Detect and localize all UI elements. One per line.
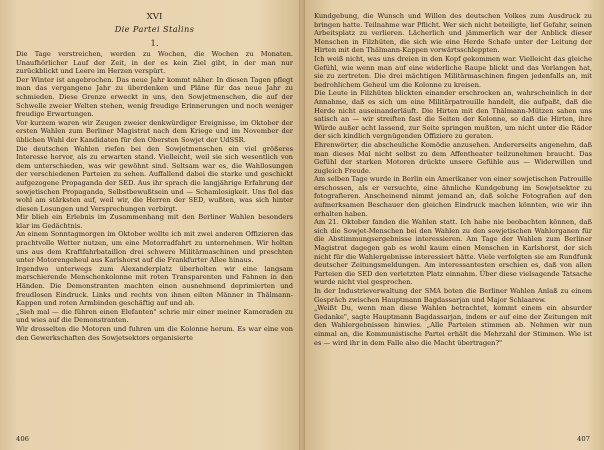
paragraph: In der Industrieverwaltung der SMA boten die Berliner Wahlen Anlaß zu einem Gespräch zwischen Hauptmann Bagdassarjan und Major Schlaarew. [314, 287, 592, 304]
paragraph: „Weißt Du, wenn man diese Wahlen betrachtet, kommt einem ein absurder Gedanke", sagte Hauptmann Bagdassarjan, indem er auf eine der Zeitungen mit den Wahlergebnissen hinwies. „Alle Parteien stimmen ab. Nehmen wir nun einmal an, die Kommunistische Partei erhält die Mehrzahl der Stimmen. Wie ist es — wird ihr in dem Falle also die Macht übertragen?" [314, 304, 592, 347]
paragraph: Ehrenwörter, die abscheuliche Komödie anzusehen. Andererseits angenehm, daß man dieses Mal nicht selbst zu dem Affentheater teilzunehmen braucht. Das Gefühl der starken Motoren drückte unsere Gefühle aus — Widerwillen und zugleich Freude. [314, 140, 592, 175]
paragraph: Ich weiß nicht, was uns dreien in den Kopf gekommen war. Vielleicht das gleiche Gefühl, wie wenn man auf eine widerliche Raupe blickt und das Verlangen hat, sie zu zertreten. Die drei mächtigen Militärmaschinen fingen jedenfalls an, mit bedrohlichem Geheul um die Kolonne zu kreisen. [314, 54, 592, 89]
paragraph: Wir drosselten die Motoren und fuhren um die Kolonne herum. Es war eine von den Gewerkschaften des Sowjetsektors organisierte [16, 325, 293, 342]
paragraph: An einem Sonntagmorgen im Oktober wollte ich mit zwei anderen Offizieren das prachtvolle Wetter nutzen, um eine Motorradfahrt zu unternehmen. Wir holten uns aus dem Kraftfahrbataillon drei schwere Militärmaschinen und preschten unter Motorengeheul aus Karlshorst auf die Frankfurter Allee hinaus. [16, 230, 293, 265]
paragraph: Der Winter ist angebrochen. Das neue Jahr kommt näher. In diesen Tagen pflegt man das vergangene Jahr zu überdenken und Pläne für das neue Jahr zu schmieden. Diese Grenze erweckt in uns, den Sowjetmenschen, die auf der Schwelle zweier Welten stehen, wenig freudige Erinnerungen und noch weniger freudige Erwartungen. [16, 75, 293, 119]
page-number-left: 406 [16, 435, 29, 443]
chapter-title: Die Partei Stalins [114, 24, 195, 34]
paragraph: Kundgebung, die Wunsch und Willen des deutschen Volkes zum Ausdruck zu bringen hatte. Teilnahme war Pflicht. Wer sich nicht beteiligte, lief Gefahr, seinen Arbeitsplatz zu verlieren. Lächerlich und jämmerlich war der Anblick dieser Menschen in Filzhüten, die sich wie eine Herde Schafe unter der Leitung der Hirten mit den Thälmann-Kappen vorwärtsschleppten. [314, 12, 592, 55]
paragraph: Vor kurzem waren wir Zeugen zweier denkwürdiger Ereignisse, im Oktober der ersten Wahlen zum Berliner Magistrat nach dem Kriege und im November der üblichen Wahl der Kandidaten für den Obersten Sowjet der UdSSR. [16, 118, 293, 144]
paragraph: Irgendwo unterwegs zum Alexanderplatz überholten wir eine langsam marschierende Menschenkolonne mit roten Transparenten und Fahnen in den Händen. Die Demonstranten machten einen ausnehmend deprimierten und freudlosen Eindruck. Links und rechts von ihnen eilten Männer in Thälmann-Kappen und roten Armbinden geschäftig auf und ab. [16, 264, 293, 308]
chapter-number: XVI [146, 12, 163, 22]
page-number-right: 407 [577, 435, 590, 443]
paragraph: Die deutschen Wahlen riefen bei den Sowjetmenschen ein viel größeres Interesse hervor, als zu erwarten stand. Vielleicht, weil sie sich wesentlich von dem unterschieden, was wir gewöhnt sind. Seltsam war es, die Wahllosungen der verschiedenen Parteien zu sehen. Auffallend dabei die starke und geschickt aufgezogene Propaganda der SED. Aus ihr sprach die langjährige Erfahrung der sowjetischen Propaganda, Selbstbewußtsein und — Schamlosigkeit. Uns fiel das wohl am stärksten auf, weil wir, die Herren der SED, wußten, was sich hinter diesen Losungen und Versprechungen verbirgt. [16, 144, 293, 213]
right-page [302, 0, 604, 450]
section-number: 1. [150, 38, 159, 48]
paragraph: Mir blieb ein Erlebnis im Zusammenhang mit den Berliner Wahlen besonders klar im Gedächtnis. [16, 213, 293, 230]
paragraph: Die Tage verstreichen, werden zu Wochen, die Wochen zu Monaten. Unaufhörlicher Lauf der Zeit, in der es kein Ziel gibt, in der man nur zurückblickt und Leere im Herzen verspürt. [16, 50, 293, 76]
paragraph: „Sieh mal — die führen einen Elefanten" schrie mir einer meiner Kameraden zu und wies auf die Demonstranten. [16, 307, 293, 325]
book-gutter [299, 0, 305, 450]
paragraph: Die Leute in Filzhüten blickten einander erschrocken an, wahrscheinlich in der Annahme, daß es sich um eine Militärpatrouille handelt, die aufpaßt, daß die Herde nicht auseinanderläuft. Die Hirten mit den Thälmann-Mützen sahen uns satisch an — wir streiften fast die Seiten der Kolonne, so daß die Hirten, ihre Würde außer acht lassend, zur Seite springen mußten, um nicht unter die Räder der sich kindlich vergnügenden Offiziere zu geraten. [314, 89, 592, 141]
paragraph: Am 21. Oktober fanden die Wahlen statt. Ich habe nie beobachten können, daß sich die Sowjet-Menschen bei den Wahlen zu den sowjetischen Wahlorganen für die Abstimmungsergebnisse interessieren. Am Tage der Wahlen zum Berliner Magistrat dagegen gab es wohl kaum einen Menschen in Karlshorst, der sich nicht für die Wahlergebnisse interessiert hätte. Viele verfolgten sie am Rundfunk deutscher Zeitungsmeldungen. Am interessantesten erschien es, daß von allen Parteien die SED den verletzten Platz einnahm. Über diese vielsagende Tatsache wurde nicht viel gesprochen. [314, 218, 592, 287]
paragraph: Am selben Tage wurde in Berlin ein Amerikaner von einer sowjetischen Patrouille erschossen, als er versuchte, eine ähnliche Kundgebung im Sowjetsektor zu fotografieren. Anscheinend nimmt jemand an, daß solche Fotografien auf den aufmerksamen Beschauer den gleichen Eindruck machen könnten, wie wir ihn erhalten haben. [314, 175, 592, 218]
